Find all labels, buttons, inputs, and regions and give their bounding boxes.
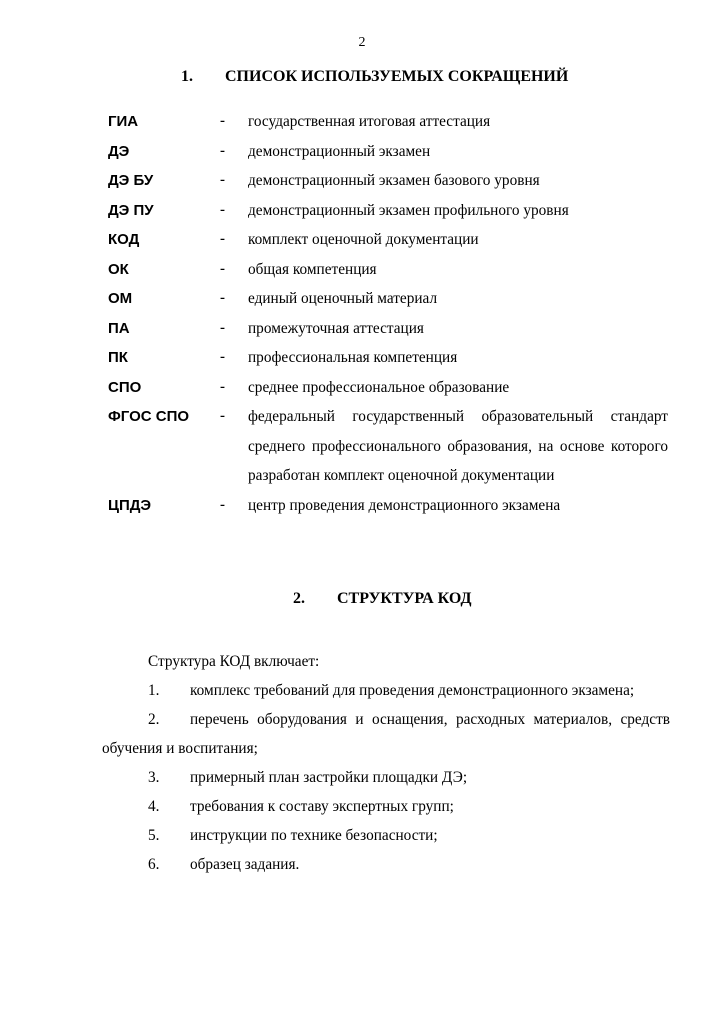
structure-list: [102, 676, 670, 879]
list-item: [102, 850, 670, 879]
list-item-number: 1.: [148, 682, 160, 699]
abbreviation-term: КОД: [108, 231, 140, 248]
abbreviation-definition: федеральный государственный образовательный стандарт среднего профессионального образования, на основе которого разработан комплект оценочной документации: [248, 408, 668, 484]
abbreviation-row: [108, 284, 668, 314]
section-2-title: СТРУКТУРА КОД: [337, 590, 472, 607]
abbreviation-term: СПО: [108, 378, 142, 396]
abbreviation-dash: -: [220, 172, 225, 188]
abbreviation-row: [108, 225, 668, 255]
list-item-text: перечень оборудования и оснащения, расходных материалов, средств обучения и воспитания;: [102, 711, 670, 757]
abbreviation-definition: демонстрационный экзамен: [248, 142, 431, 160]
abbreviation-row: [108, 402, 668, 491]
abbreviation-term: ПА: [108, 319, 130, 337]
abbreviation-row: [108, 314, 668, 344]
abbreviation-term: ГИА: [108, 113, 139, 130]
abbreviation-dash: -: [220, 142, 225, 159]
abbreviation-definition: государственная итоговая аттестация: [248, 113, 491, 130]
abbreviation-definition: единый оценочный материал: [248, 290, 438, 307]
list-item-text: инструкции по технике безопасности;: [190, 827, 438, 844]
abbreviation-row: [108, 373, 668, 403]
section-2-number: 2.: [293, 590, 305, 607]
page-number: 2: [358, 35, 366, 50]
abbreviation-term: ДЭ БУ: [108, 172, 154, 189]
abbreviation-dash: -: [220, 378, 225, 395]
abbreviation-definition: промежуточная аттестация: [248, 319, 424, 337]
abbreviation-dash: -: [220, 408, 225, 424]
abbreviation-dash: -: [220, 319, 225, 336]
abbreviation-row: [108, 137, 668, 167]
list-item: [102, 676, 670, 705]
abbreviation-row: [108, 166, 668, 196]
abbreviation-term: ПК: [108, 349, 128, 366]
abbreviation-definition: комплект оценочной документации: [248, 231, 479, 248]
structure-intro: Структура КОД включает:: [148, 653, 320, 670]
list-item-text: комплекс требований для проведения демонстрационного экзамена;: [190, 682, 635, 699]
abbreviation-definition: демонстрационный экзамен базового уровня: [248, 172, 540, 189]
list-item-number: 5.: [148, 827, 160, 844]
list-item-text: требования к составу экспертных групп;: [190, 798, 454, 815]
abbreviation-definition: среднее профессиональное образование: [248, 378, 510, 396]
abbreviation-dash: -: [220, 260, 225, 277]
abbreviation-dash: -: [220, 496, 225, 513]
abbreviation-dash: -: [220, 349, 225, 365]
abbreviation-term: ДЭ ПУ: [108, 201, 154, 219]
abbreviation-term: ДЭ: [108, 142, 130, 160]
abbreviation-definition: центр проведения демонстрационного экзамена: [248, 496, 561, 514]
list-item: [102, 705, 670, 763]
abbreviation-row: [108, 343, 668, 373]
abbreviation-term: ФГОС СПО: [108, 408, 190, 425]
abbreviation-dash: -: [220, 201, 225, 218]
abbreviation-row: [108, 107, 668, 137]
abbreviation-definition: профессиональная компетенция: [248, 349, 458, 366]
list-item-number: 2.: [148, 711, 160, 728]
list-item-number: 6.: [148, 856, 160, 873]
abbreviation-row: [108, 255, 668, 285]
abbreviation-definition: демонстрационный экзамен профильного уровня: [248, 201, 569, 219]
abbreviation-term: ОК: [108, 260, 129, 278]
abbreviation-list: [108, 107, 668, 520]
abbreviation-term: ЦПДЭ: [108, 496, 152, 514]
section-1-number: 1.: [181, 68, 193, 85]
list-item-text: образец задания.: [190, 856, 300, 873]
abbreviation-dash: -: [220, 113, 225, 129]
list-item-number: 4.: [148, 798, 160, 815]
list-item: [102, 792, 670, 821]
list-item-text: примерный план застройки площадки ДЭ;: [190, 769, 468, 786]
abbreviation-definition: общая компетенция: [248, 260, 377, 278]
section-1-title: СПИСОК ИСПОЛЬЗУЕМЫХ СОКРАЩЕНИЙ: [225, 68, 569, 85]
abbreviation-dash: -: [220, 231, 225, 247]
abbreviation-row: [108, 491, 668, 521]
abbreviation-term: ОМ: [108, 290, 133, 307]
list-item: [102, 763, 670, 792]
list-item: [102, 821, 670, 850]
list-item-number: 3.: [148, 769, 160, 786]
abbreviation-dash: -: [220, 290, 225, 306]
abbreviation-row: [108, 196, 668, 226]
